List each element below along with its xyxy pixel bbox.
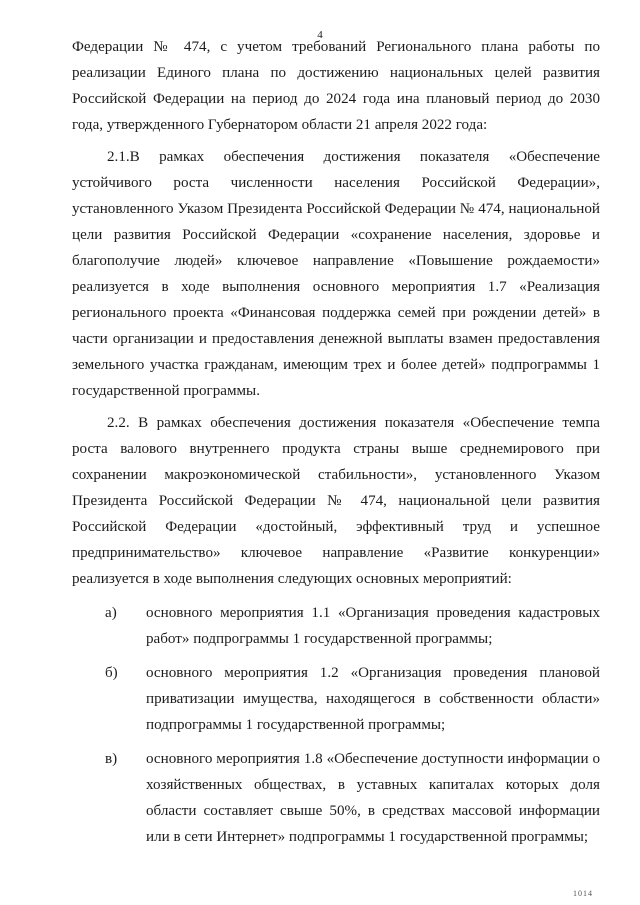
- list-text: основного мероприятия 1.8 «Обеспечение доступности информации о хозяйственных обществах, в уставных капиталах которых доля области составляет свыше 50%, в средствах массовой информации или в сети Интернет» подпрограммы 1 государственной программы;: [146, 751, 600, 845]
- list-text: основного мероприятия 1.1 «Организация проведения кадастровых работ» подпрограммы 1 государственной программы;: [146, 605, 600, 647]
- list-item-v: [72, 746, 600, 850]
- document-body: [72, 34, 600, 850]
- list-item-a: [72, 600, 600, 652]
- list-letter: б): [105, 665, 118, 681]
- footer-mark: 1014: [573, 889, 593, 898]
- list-letter: а): [105, 605, 117, 621]
- intro-paragraph: Федерации № 474, с учетом требований Регионального плана работы по реализации Единого плана по достижению национальных целей развития Российской Федерации на период до 2024 года ина плановый период до 2030 года, утвержденного Губернатором области 21 апреля 2022 года:: [72, 39, 600, 133]
- section-2-2-paragraph: 2.2. В рамках обеспечения достижения показателя «Обеспечение темпа роста валового внутреннего продукта страны выше среднемирового при сохранении макроэкономической стабильности», установленного Указом Президента Российской Федерации № 474, национальной цели развития Российской Федерации «достойный, эффективный труд и успешное предпринимательство» ключевое направление «Развитие конкуренции» реализуется в ходе выполнения следующих основных мероприятий:: [72, 415, 600, 587]
- list-item-b: [72, 660, 600, 738]
- list-text: основного мероприятия 1.2 «Организация проведения плановой приватизации имущества, находящегося в собственности области» подпрограммы 1 государственной программы;: [146, 665, 600, 733]
- section-2-1-paragraph: 2.1.В рамках обеспечения достижения показателя «Обеспечение устойчивого роста численности населения Российской Федерации», установленного Указом Президента Российской Федерации № 474, национальной цели развития Российской Федерации «сохранение населения, здоровье и благополучие людей» ключевое направление «Повышение рождаемости» реализуется в ходе выполнения основного мероприятия 1.7 «Реализация регионального проекта «Финансовая поддержка семей при рождении детей» в части организации и предоставления денежной выплаты взамен предоставления земельного участка гражданам, имеющим трех и более детей» подпрограммы 1 государственной программы.: [72, 149, 600, 399]
- list-letter: в): [105, 751, 118, 767]
- page-number: 4: [317, 29, 323, 41]
